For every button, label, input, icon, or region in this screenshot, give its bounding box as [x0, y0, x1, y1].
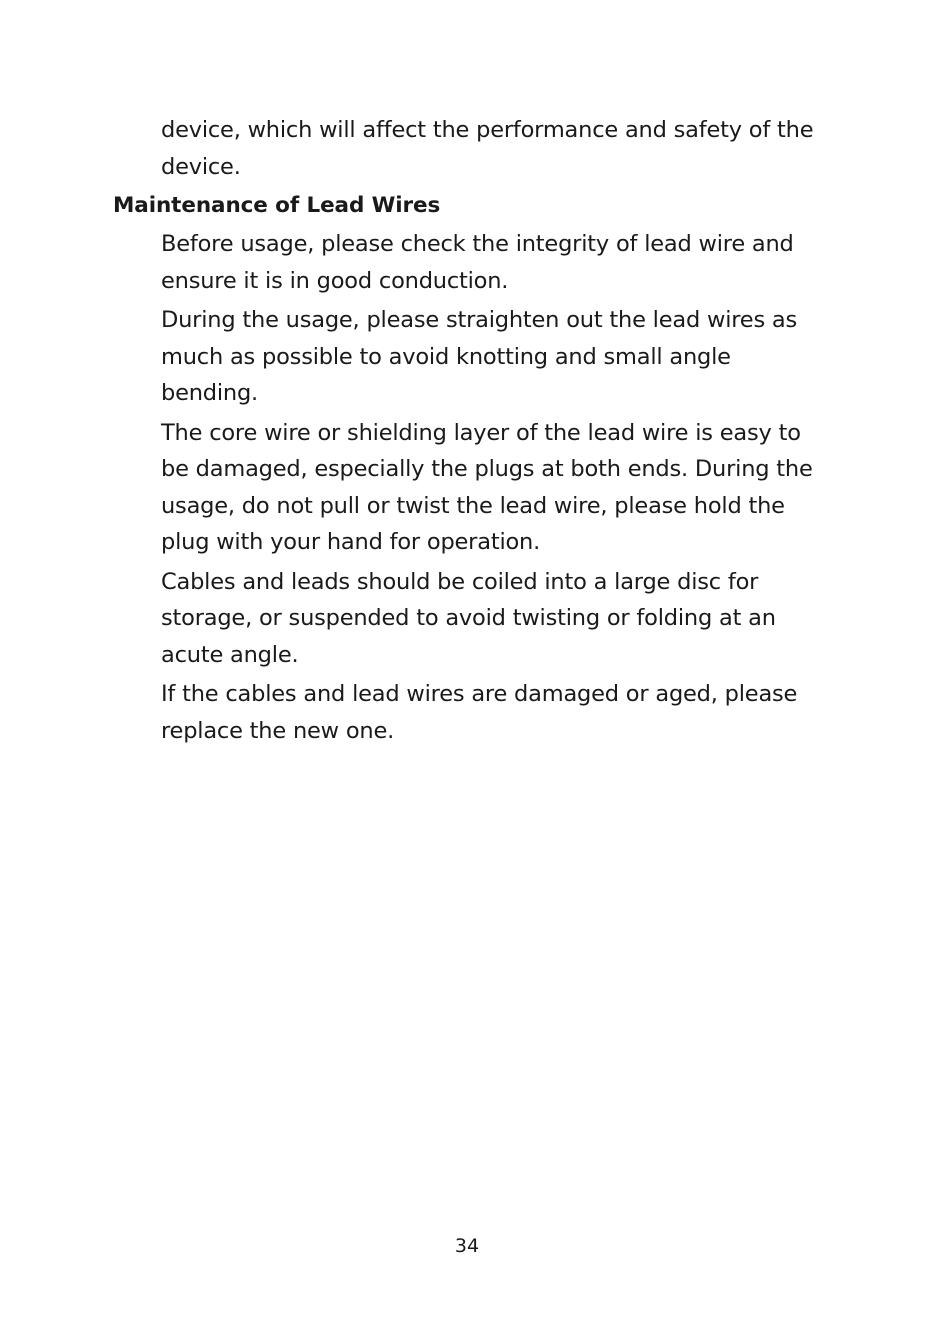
text-line: replace the new one. [161, 717, 395, 744]
text-line: The core wire or shielding layer of the lead wire is easy to [161, 419, 801, 446]
paragraph-storage [161, 564, 833, 674]
text-line: ensure it is in good conduction. [161, 267, 509, 294]
text-line: bending. [161, 380, 259, 406]
text-line: plug with your hand for operation. [161, 529, 541, 555]
page-content [113, 112, 833, 752]
text-line: storage, or suspended to avoid twisting or folding at an [161, 605, 776, 631]
text-line: If the cables and lead wires are damaged or aged, please [161, 681, 798, 707]
section-heading: Maintenance of Lead Wires [113, 193, 441, 218]
text-line: much as possible to avoid knotting and small angle [161, 343, 731, 370]
text-line: device, which will affect the performance and safety of the [161, 117, 814, 143]
continuation-paragraph [161, 112, 833, 185]
paragraph-replace [161, 676, 833, 749]
text-line: acute angle. [161, 641, 299, 668]
text-line: Before usage, please check the integrity of lead wire and [161, 231, 794, 257]
text-line: During the usage, please straighten out the lead wires as [161, 307, 798, 333]
page-number: 34 [454, 1235, 480, 1257]
paragraph-straighten-wires [161, 302, 833, 412]
text-line: be damaged, especially the plugs at both ends. During the [161, 456, 813, 482]
text-line: device. [161, 153, 241, 180]
text-line: Cables and leads should be coiled into a large disc for [161, 568, 759, 595]
text-line: usage, do not pull or twist the lead wire, please hold the [161, 492, 785, 519]
paragraph-core-wire [161, 415, 833, 561]
paragraph-check-integrity [161, 226, 833, 299]
